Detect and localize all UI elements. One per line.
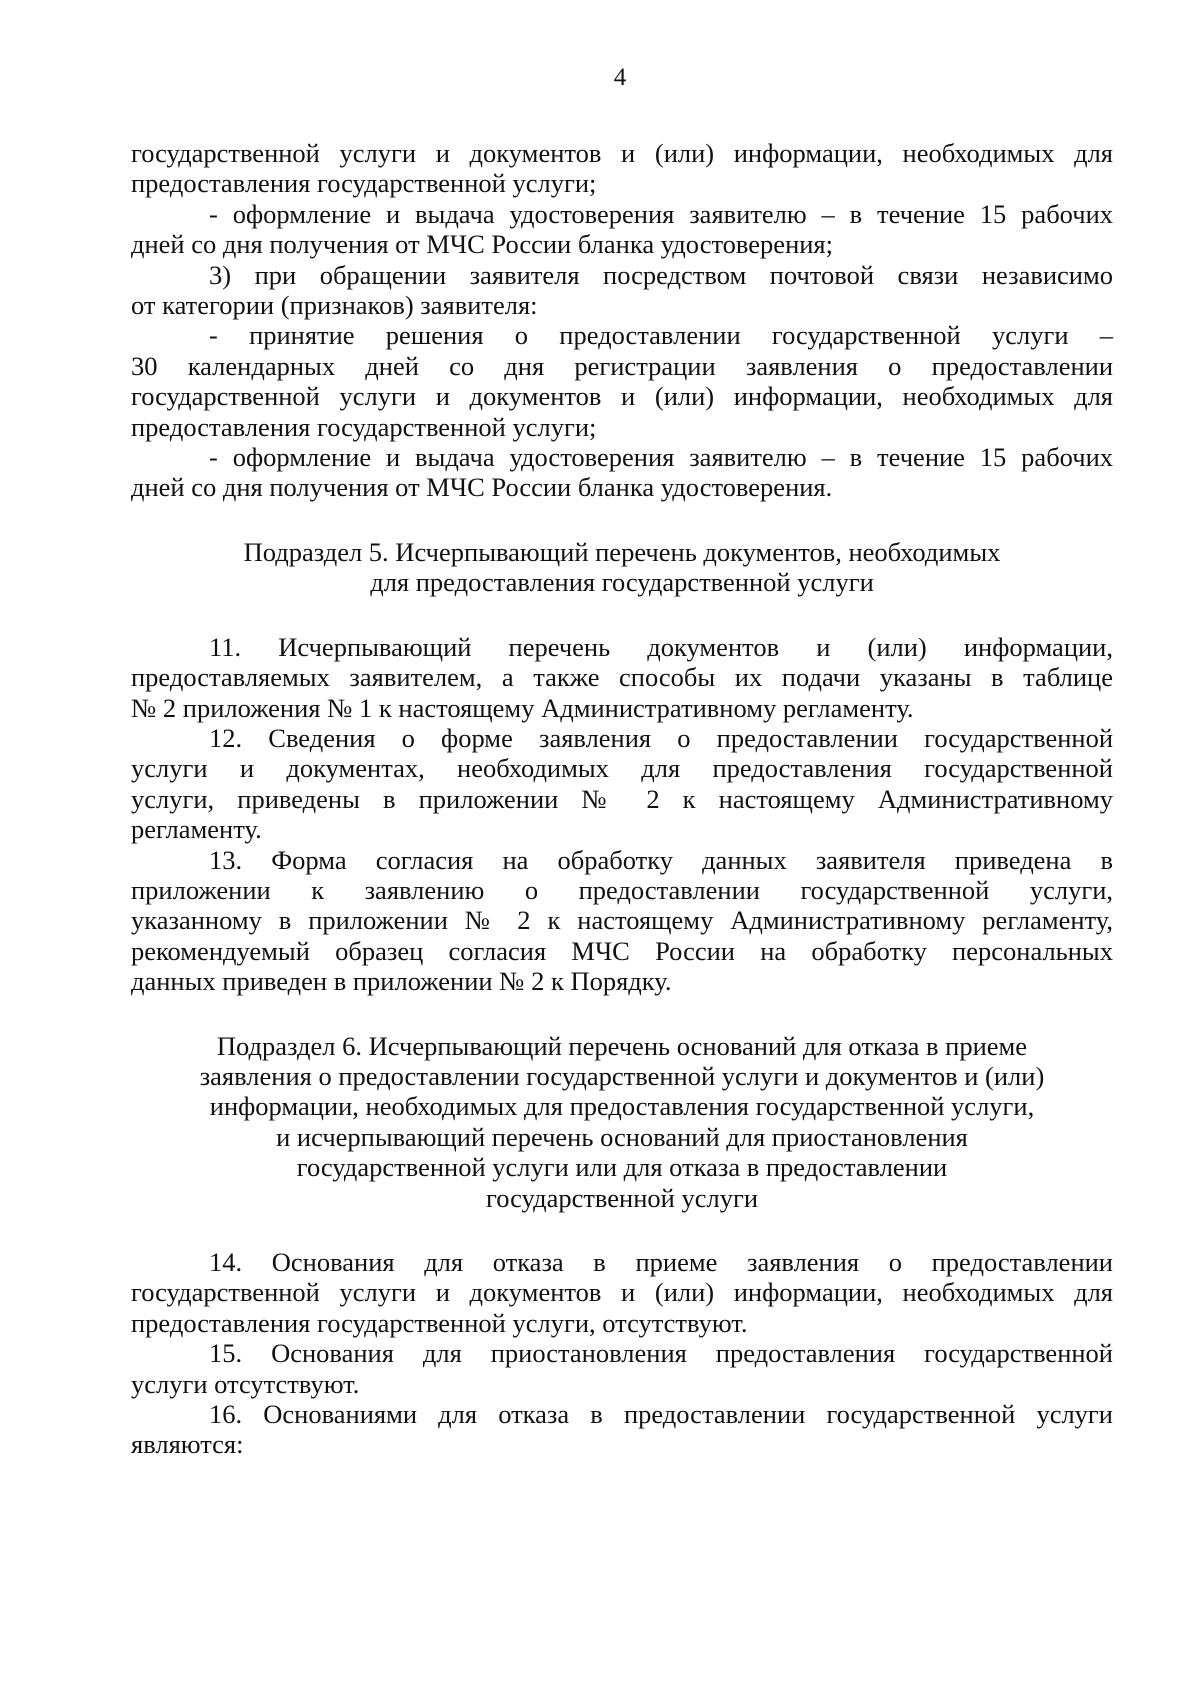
paragraph-postal: 3) при обращении заявителя посредством почтовой связи независимо от категории (признаков) заявителя: <box>131 259 1113 321</box>
paragraph-12: 12. Сведения о форме заявления о предоставлении государственной услуги и документах, необходимых для предоставления государственной услуги, приведены в приложении № 2 к настоящему Административному регламенту. <box>131 722 1113 845</box>
paragraph-11: 11. Исчерпывающий перечень документов и (или) информации, предоставляемых заявителем, а также способы их подачи указаны в таблице № 2 приложения № 1 к настоящему Административному регламенту. <box>131 631 1113 723</box>
paragraph-14: 14. Основания для отказа в приеме заявления о предоставлении государственной услуги и документов и (или) информации, необходимых для предоставления государственной услуги, отсутствуют. <box>131 1247 1113 1338</box>
section-heading-6: Подраздел 6. Исчерпывающий перечень оснований для отказа в приеме заявления о предоставлении государственной услуги и документов и (или) информации, необходимых для предоставления государственной услуги, и исчерпывающий перечень оснований для приостановления государственной услуги или для отказа в предоставлении государственной услуги <box>199 1030 1045 1213</box>
section-heading-5: Подраздел 5. Исчерпывающий перечень документов, необходимых для предоставления государственной услуги <box>243 536 1001 598</box>
paragraph-issue-certificate-2: - оформление и выдача удостоверения заявителю – в течение 15 рабочих дней со дня получения от МЧС России бланка удостоверения. <box>131 442 1113 503</box>
paragraph-15: 15. Основания для приостановления предоставления государственной услуги отсутствуют. <box>131 1338 1113 1399</box>
paragraph-16: 16. Основаниями для отказа в предоставлении государственной услуги являются: <box>131 1399 1113 1460</box>
document-body <box>131 138 1113 1460</box>
paragraph-issue-certificate: - оформление и выдача удостоверения заявителю – в течение 15 рабочих дней со дня получения от МЧС России бланка удостоверения; <box>131 198 1113 260</box>
paragraph-13: 13. Форма согласия на обработку данных заявителя приведена в приложении к заявлению о предоставлении государственной услуги, указанному в приложении № 2 к настоящему Административному регламенту, рекомендуемый образец согласия МЧС России на обработку персональных данных приведен в приложении № 2 к Порядку. <box>131 844 1113 997</box>
paragraph-continuation: государственной услуги и документов и (или) информации, необходимых для предоставления государственной услуги; <box>131 138 1113 199</box>
paragraph-decision: - принятие решения о предоставлении государственной услуги – 30 календарных дней со дня регистрации заявления о предоставлении государственной услуги и документов и (или) информации, необходимых для предоставления государственной услуги; <box>131 320 1113 442</box>
page-number: 4 <box>613 64 627 91</box>
